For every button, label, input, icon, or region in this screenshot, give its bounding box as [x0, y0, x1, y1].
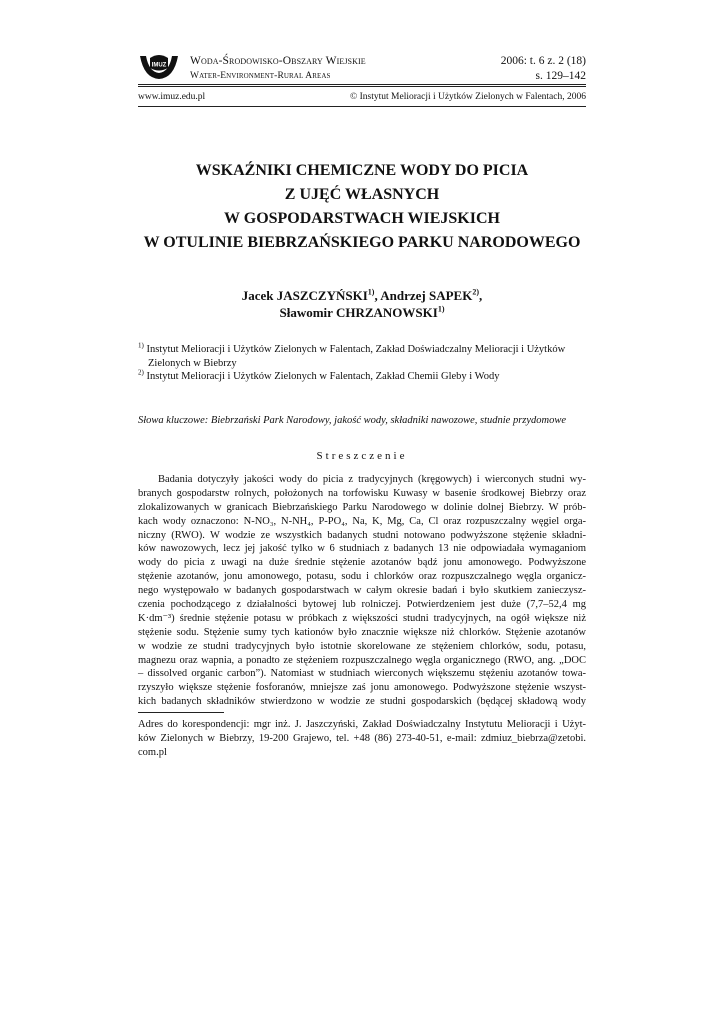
- abstract-line: stężenie sodu. Stężenie sumy tych kationów było znacznie większe niż chlorków. Stężenie azotanów: [138, 626, 586, 638]
- title-line: W OTULINIE BIEBRZAŃSKIEGO PARKU NARODOWEGO: [143, 234, 581, 251]
- author-separator: ,: [479, 288, 483, 303]
- abstract-line: wody do picia z uwagi na duże średnie stężenie azotanów bądź jonu amonowego. Podwyższone: [138, 557, 586, 569]
- issue-number: 2006: t. 6 z. 2 (18): [500, 55, 586, 67]
- abstract-heading: Streszczenie: [316, 450, 408, 462]
- abstract-line: niczny (RWO). W wodzie ze wszystkich badanych studni notowano podwyższone stężenie składni-: [138, 529, 586, 541]
- title-line: Z UJĘĆ WŁASNYCH: [284, 186, 440, 203]
- abstract-line: magnezu oraz wapnia, a ponadto ze stężeniem rozpuszczalnego węgla organicznego (RWO, ang. „DOC: [138, 654, 586, 666]
- web-line: [138, 92, 586, 102]
- abstract-line: rzyszyło większe stężenie fosforanów, mniejsze zaś jonu amonowego. Podwyższone stężenie wszyst-: [138, 682, 586, 694]
- footnote-rule: [138, 712, 224, 713]
- footnote-line: Adres do korespondencji: mgr inż. J. Jaszczyński, Zakład Doświadczalny Instytutu Melioracji i Użyt-: [138, 719, 586, 730]
- abstract-line: stężenie azotanów, jonu amonowego, potasu, sodu i chlorków oraz rozpuszczalnego węgla organicz-: [138, 571, 586, 583]
- abstract-line: K·dm⁻³) średnie stężenie potasu w próbkach z większości studni tradycyjnych, na ogół większe niż: [138, 612, 586, 624]
- page-range: s. 129–142: [535, 70, 586, 82]
- correspondence-footnote: [138, 718, 586, 760]
- title-line: W GOSPODARSTWACH WIEJSKICH: [224, 210, 500, 227]
- journal-name-polish: Woda-Środowisko-Obszary Wiejskie: [190, 55, 366, 67]
- journal-header: [138, 50, 586, 84]
- web-rule: [138, 106, 586, 107]
- abstract-line: czenia pochodzącego z działalności bytowej lub rolniczej. Potwierdzeniem jest duże (7,7–52,4 mg: [138, 599, 586, 611]
- affiliation-2-mark: 2): [138, 368, 144, 377]
- footnote-line: ków Zielonych w Biebrzy, 19-200 Grajewo, tel. +48 (86) 273-40-51, e-mail: zdmiuz_biebrza@zetobi.: [138, 733, 586, 744]
- abstract-line: Badania dotyczyły jakości wody do picia z tradycyjnych (kręgowych) i wierconych studni wy-: [158, 474, 586, 485]
- author-separator: ,: [374, 288, 381, 303]
- author-3-affil: 1): [437, 304, 445, 314]
- affiliation-2-text: Instytut Melioracji i Użytków Zielonych w Falentach, Zakład Chemii Gleby i Wody: [143, 371, 500, 382]
- keywords: Słowa kluczowe: Biebrzański Park Narodowy, jakość wody, składniki nawozowe, studnie przydomowe: [138, 415, 567, 426]
- website-link[interactable]: www.imuz.edu.pl: [138, 92, 206, 102]
- header-rule: [138, 84, 586, 85]
- journal-name: [190, 54, 366, 84]
- copyright-notice: © Instytut Melioracji i Użytków Zielonych w Falentach, 2006: [350, 92, 586, 102]
- author-1: Jacek JASZCZYŃSKI: [241, 288, 368, 303]
- abstract-line: – dissolved organic carbon”). Natomiast w studniach wierconych większemu stężeniu azotanów towa-: [138, 668, 586, 680]
- abstract: [138, 473, 586, 709]
- affiliation-1-text: Instytut Melioracji i Użytków Zielonych w Falentach, Zakład Doświadczalny Melioracji i Użytków Zielonych w Biebrzy: [143, 344, 566, 369]
- affiliation-1-mark: 1): [138, 341, 144, 350]
- footnote-line: com.pl: [138, 747, 167, 758]
- title-line: WSKAŹNIKI CHEMICZNE WODY DO PICIA: [195, 162, 529, 179]
- affiliation-2: [138, 370, 586, 384]
- author-2-affil: 2): [472, 287, 480, 297]
- author-3: Sławomir CHRZANOWSKI: [279, 305, 438, 320]
- author-1-affil: 1): [367, 287, 375, 297]
- abstract-line: branych gospodarstw rolnych, położonych na torfowisku Kuwasy w basenie środkowej Biebrzy oraz: [138, 487, 586, 499]
- abstract-line: nego występowało w badanych gospodarstwach w całym okresie badań i było skutkiem zanieczysz-: [138, 585, 586, 597]
- abstract-line: ków nawozowych, lecz jej jakość tylko w 6 studniach z badanych 13 nie odpowiadała wymaganiom: [138, 543, 586, 555]
- abstract-line: kach wody oznaczono: N-NO₃, N-NH₄, P-PO₄, Na, K, Mg, Ca, Cl oraz rozpuszczalny węgiel orga-: [138, 515, 586, 527]
- abstract-line: zlokalizowanych w granicach Biebrzańskiego Parku Narodowego w dolinie dolnej Biebrzy. W prób-: [138, 501, 586, 513]
- author-2: Andrzej SAPEK: [380, 288, 473, 303]
- paper-title: [138, 159, 586, 255]
- authors: [138, 287, 586, 321]
- journal-name-english: Water-Environment-Rural Areas: [190, 71, 331, 81]
- imuz-logo-icon: [138, 52, 180, 82]
- header-rule-thin: [138, 86, 586, 87]
- abstract-line: kich badanych składników stwierdzono w wodzie ze studni gospodarskich (będącej składową wody: [138, 696, 586, 708]
- affiliations: [138, 343, 586, 384]
- logo-text: IMUZ: [151, 62, 167, 69]
- affiliation-1: [138, 343, 586, 370]
- issue-info: [501, 54, 586, 84]
- abstract-line: w wodzie ze studni tradycyjnych było istotnie skorelowane ze stężeniem chlorków, sodu, potasu,: [138, 640, 586, 652]
